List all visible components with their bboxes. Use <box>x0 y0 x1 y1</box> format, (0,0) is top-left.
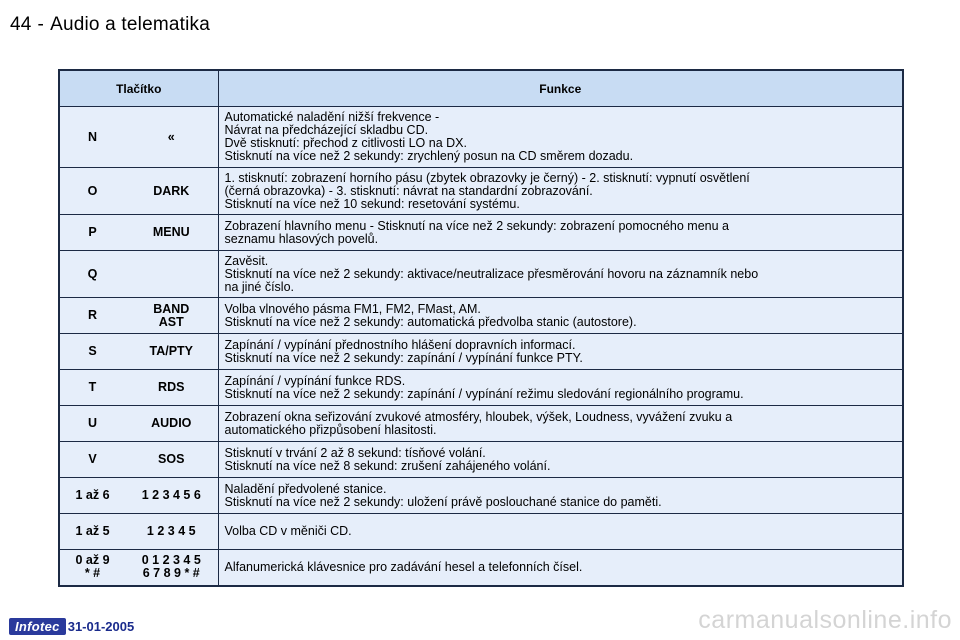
function-line: Zavěsit. <box>224 253 269 268</box>
button-label <box>125 514 218 550</box>
table-row <box>59 514 903 550</box>
button-key <box>59 370 125 406</box>
button-label-line: BAND <box>153 301 190 316</box>
button-key <box>59 442 125 478</box>
page-title <box>10 14 210 36</box>
function-description <box>218 107 903 168</box>
button-key-line: S <box>88 344 97 358</box>
button-label <box>125 442 218 478</box>
function-description <box>218 215 903 251</box>
button-label <box>125 215 218 251</box>
function-line: seznamu hlasových povelů. <box>224 231 379 246</box>
page-number: 44 <box>10 14 32 35</box>
rewind-icon: « <box>167 129 175 144</box>
function-line: automatického přizpůsobení hlasitosti. <box>224 422 437 437</box>
button-key-line: V <box>88 452 97 466</box>
button-label <box>125 168 218 215</box>
button-key-line: 1 až 6 <box>75 488 110 502</box>
button-label-line: 1 2 3 4 5 <box>146 524 196 538</box>
function-line: Volba CD v měniči CD. <box>224 524 352 538</box>
button-key <box>59 550 125 586</box>
table-header-row <box>59 70 903 107</box>
table-row <box>59 442 903 478</box>
button-label <box>125 550 218 586</box>
button-label-line: TA/PTY <box>149 344 194 358</box>
table-row <box>59 215 903 251</box>
function-line: Stisknutí v trvání 2 až 8 sekund: tísňové volání. <box>224 445 486 460</box>
function-line: Zapínání / vypínání funkce RDS. <box>224 373 406 388</box>
button-label-line: SOS <box>158 452 185 466</box>
table-row <box>59 168 903 215</box>
button-label <box>125 298 218 334</box>
button-key <box>59 478 125 514</box>
button-label-line: 1 2 3 4 5 6 <box>141 488 201 502</box>
table-row <box>59 251 903 298</box>
button-key-line: N <box>87 129 98 144</box>
function-line: Stisknutí na více než 8 sekund: zrušení zahájeného volání. <box>224 458 551 473</box>
button-label-line: DARK <box>153 183 190 198</box>
function-line: Zobrazení okna seřizování zvukové atmosféry, hloubek, výšek, Loudness, vyvážení zvuku a <box>224 409 733 424</box>
function-line: na jiné číslo. <box>224 279 294 294</box>
button-label-line: RDS <box>158 380 185 394</box>
function-line: Zobrazení hlavního menu - Stisknutí na více než 2 sekundy: zobrazení pomocného menu a <box>224 218 729 233</box>
function-description <box>218 442 903 478</box>
function-description <box>218 168 903 215</box>
function-line: (černá obrazovka) - 3. stisknutí: návrat na standardní zobrazování. <box>224 183 593 198</box>
function-line: Volba vlnového pásma FM1, FM2, FMast, AM. <box>224 301 481 316</box>
function-description <box>218 251 903 298</box>
function-description <box>218 514 903 550</box>
title-separator: - <box>37 14 45 35</box>
button-key <box>59 215 125 251</box>
table-row <box>59 478 903 514</box>
button-key <box>59 406 125 442</box>
function-line: Zapínání / vypínání přednostního hlášení dopravních informací. <box>224 337 576 352</box>
footer <box>9 618 134 635</box>
function-line: Stisknutí na více než 10 sekund: resetování systému. <box>224 196 520 211</box>
function-description <box>218 370 903 406</box>
button-key-line: R <box>87 308 98 322</box>
function-description <box>218 334 903 370</box>
button-key-line: 0 až 9 <box>75 553 110 568</box>
function-line: Dvě stisknutí: přechod z citlivosti LO na DX. <box>224 136 467 150</box>
button-label <box>125 406 218 442</box>
function-line: Alfanumerická klávesnice pro zadávání hesel a telefonních čísel. <box>224 559 583 574</box>
button-key-line: * # <box>84 566 101 581</box>
table-row <box>59 107 903 168</box>
table-body <box>59 107 903 586</box>
function-line: Naladění předvolené stanice. <box>224 481 387 496</box>
function-line: Návrat na předcházející skladbu CD. <box>224 123 429 137</box>
button-key <box>59 251 125 298</box>
function-line: Stisknutí na více než 2 sekundy: uložení právě poslouchané stanice do paměti. <box>224 494 662 509</box>
function-description <box>218 298 903 334</box>
function-line: Stisknutí na více než 2 sekundy: zapínání / vypínání režimu sledování regionálního programu. <box>224 386 744 401</box>
button-label-line: 6 7 8 9 * # <box>142 566 200 581</box>
function-description <box>218 550 903 586</box>
function-line: Stisknutí na více než 2 sekundy: zapínání / vypínání funkce PTY. <box>224 350 583 365</box>
function-line: Stisknutí na více než 2 sekundy: zrychlený posun na CD směrem dozadu. <box>224 149 634 163</box>
table-row <box>59 406 903 442</box>
function-line: Automatické naladění nižší frekvence - <box>224 110 440 124</box>
function-table <box>58 69 904 587</box>
column-header-function: Funkce <box>218 70 903 107</box>
column-header-button: Tlačítko <box>59 70 218 107</box>
button-key-line: 1 až 5 <box>75 524 110 538</box>
button-key <box>59 168 125 215</box>
button-label-line: 0 1 2 3 4 5 <box>141 553 201 568</box>
button-key-line: O <box>87 183 98 198</box>
table-row <box>59 550 903 586</box>
button-key <box>59 514 125 550</box>
button-label <box>125 107 218 168</box>
function-line: Stisknutí na více než 2 sekundy: automatická předvolba stanic (autostore). <box>224 314 637 329</box>
table-row <box>59 370 903 406</box>
table-row <box>59 298 903 334</box>
button-label <box>125 251 218 298</box>
function-line: 1. stisknutí: zobrazení horního pásu (zbytek obrazovky je černý) - 2. stisknutí: vypnutí osvětlení <box>224 170 750 185</box>
button-key-line: P <box>88 225 97 239</box>
infotec-logo: Infotec <box>9 618 66 635</box>
function-description <box>218 406 903 442</box>
section-title: Audio a telematika <box>50 14 210 35</box>
button-label-line: MENU <box>152 225 190 239</box>
button-key-line: Q <box>87 266 98 281</box>
button-key <box>59 107 125 168</box>
button-label-line: AUDIO <box>151 416 192 430</box>
button-label <box>125 478 218 514</box>
button-label <box>125 334 218 370</box>
button-label <box>125 370 218 406</box>
button-key <box>59 298 125 334</box>
footer-date: 31-01-2005 <box>67 619 135 634</box>
button-label-line: AST <box>158 314 184 329</box>
button-key-line: T <box>88 380 97 394</box>
button-key <box>59 334 125 370</box>
function-description <box>218 478 903 514</box>
function-line: Stisknutí na více než 2 sekundy: aktivace/neutralizace přesměrování hovoru na záznamník nebo <box>224 266 759 281</box>
button-key-line: U <box>87 416 98 430</box>
watermark: carmanualsonline.info <box>698 606 952 634</box>
table-row <box>59 334 903 370</box>
